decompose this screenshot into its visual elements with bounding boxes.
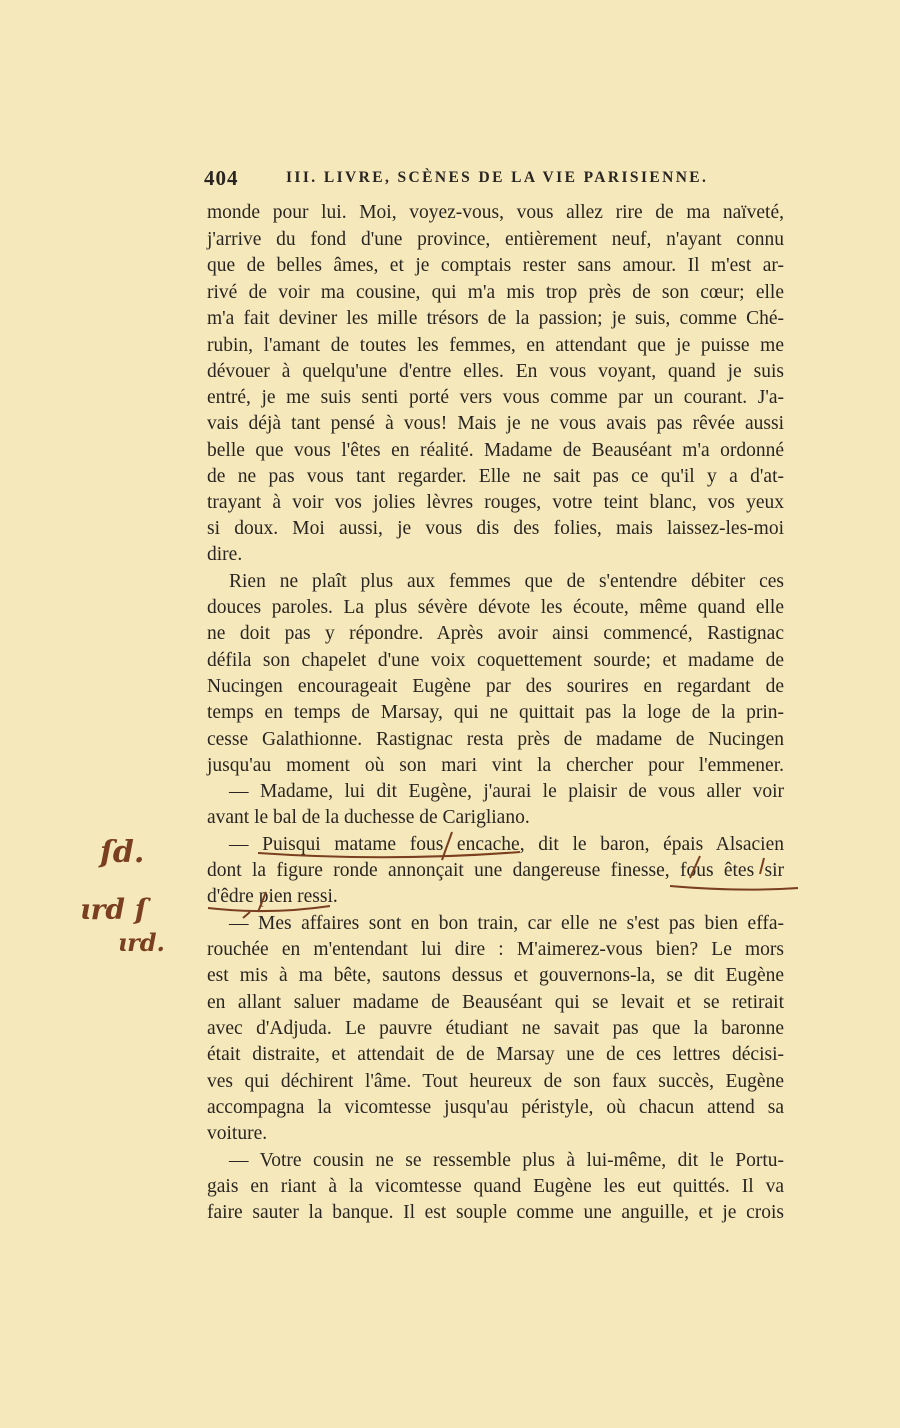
margin-note: ɩrd ſ — [80, 893, 147, 926]
text-line: trayant à voir vos jolies lèvres rouges, votre teint blanc, vos yeux — [207, 492, 784, 513]
text-line: si doux. Moi aussi, je vous dis des folies, mais laissez-les-moi — [207, 518, 784, 539]
text-line: — Votre cousin ne se ressemble plus à lui-même, dit le Portu- — [229, 1150, 784, 1171]
page-number: 404 — [204, 166, 239, 190]
text-line: en allant saluer madame de Beauséant qui se levait et se retirait — [207, 992, 784, 1013]
text-line: monde pour lui. Moi, voyez-vous, vous allez rire de ma naïveté, — [207, 202, 784, 223]
text-line: — Madame, lui dit Eugène, j'aurai le plaisir de vous aller voir — [229, 781, 784, 802]
text-line: faire sauter la banque. Il est souple comme une anguille, et je crois — [207, 1202, 784, 1223]
text-line: jusqu'au moment où son mari vint la chercher pour l'emmener. — [207, 755, 784, 776]
text-line: dire. — [207, 544, 243, 565]
text-line: m'a fait deviner les mille trésors de la passion; je suis, comme Ché- — [207, 308, 784, 329]
text-line: ne doit pas y répondre. Après avoir ainsi commencé, Rastignac — [207, 623, 784, 644]
underline-mark — [208, 906, 330, 911]
margin-note: ɩrd. — [118, 928, 165, 957]
text-line: — Puisqui matame fous encache, dit le baron, épais Alsacien — [229, 834, 784, 855]
text-line: Nucingen encourageait Eugène par des sourires en regardant de — [207, 676, 784, 697]
text-line: que de belles âmes, et je comptais rester sans amour. Il m'est ar- — [207, 255, 784, 276]
text-line: entré, je me suis senti porté vers vous comme par un courant. J'a- — [207, 387, 784, 408]
caret-mark — [760, 858, 764, 874]
slash-mark — [258, 892, 266, 912]
text-line: rubin, l'amant de toutes les femmes, en attendant que je puisse me — [207, 335, 784, 356]
text-line: défila son chapelet d'une voix coquettement sourde; et madame de — [207, 650, 784, 671]
text-line: d'êdre pien ressi. — [207, 886, 338, 907]
text-line: j'arrive du fond d'une province, entièrement neuf, n'ayant connu — [207, 229, 784, 250]
text-line: dévouer à quelqu'une d'entre elles. En vous voyant, quand je suis — [207, 361, 784, 382]
text-line: de ne pas vous tant regarder. Elle ne sait pas ce qu'il y a d'at- — [207, 466, 784, 487]
text-line: vais déjà tant pensé à vous! Mais je ne vous avais pas rêvée aussi — [207, 413, 784, 434]
text-line: temps en temps de Marsay, qui ne quittait pas la loge de la prin- — [207, 702, 784, 723]
text-line: rouchée en m'entendant lui dire : M'aimerez-vous bien? Le mors — [207, 939, 784, 960]
text-line: gais en riant à la vicomtesse quand Eugène les eut quittés. Il va — [207, 1176, 784, 1197]
text-line: cesse Galathionne. Rastignac resta près de madame de Nucingen — [207, 729, 784, 750]
slash-mark — [690, 856, 700, 878]
text-line: est mis à ma bête, sautons dessus et gouvernons-la, se dit Eugène — [207, 965, 784, 986]
underline-mark — [670, 886, 798, 890]
text-line: avec d'Adjuda. Le pauvre étudiant ne savait pas que la baronne — [207, 1018, 784, 1039]
text-line: dont la figure ronde annonçait une dangereuse finesse, fous êtes sir — [207, 860, 784, 881]
text-line: avant le bal de la duchesse de Carigliano. — [207, 807, 530, 828]
running-title: III. LIVRE, SCÈNES DE LA VIE PARISIENNE. — [286, 169, 709, 186]
text-line: belle que vous l'êtes en réalité. Madame de Beauséant m'a ordonné — [207, 440, 784, 461]
text-line: accompagna la vicomtesse jusqu'au péristyle, où chacun attend sa — [207, 1097, 784, 1118]
text-line: — Mes affaires sont en bon train, car elle ne s'est pas bien effa- — [229, 913, 784, 934]
text-line: ves qui déchirent l'âme. Tout heureux de son faux succès, Eugène — [207, 1071, 784, 1092]
underline-mark — [258, 852, 520, 857]
text-line: voiture. — [207, 1123, 268, 1144]
margin-note: ſd. — [100, 835, 145, 870]
text-line: rivé de voir ma cousine, qui m'a mis trop près de son cœur; elle — [207, 282, 784, 303]
caret-mark — [243, 912, 250, 918]
text-line: douces paroles. La plus sévère dévote les écoute, même quand elle — [207, 597, 784, 618]
text-line: était distraite, et attendait de de Marsay une de ces lettres décisi- — [207, 1044, 784, 1065]
text-line: Rien ne plaît plus aux femmes que de s'entendre débiter ces — [229, 571, 784, 592]
